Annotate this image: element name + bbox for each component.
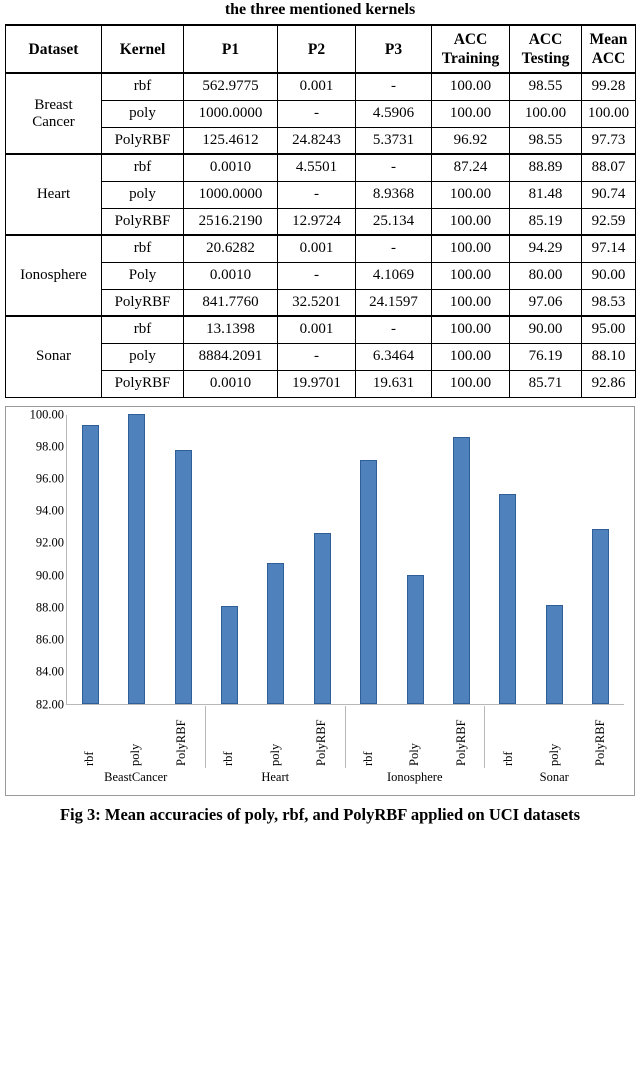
kernel-cell: rbf bbox=[102, 316, 184, 343]
header-acc-training bbox=[432, 25, 510, 73]
x-axis-group-label: Heart bbox=[261, 769, 290, 784]
header-kernel bbox=[102, 25, 184, 73]
header-p1 bbox=[184, 25, 278, 73]
acc-testing-cell: 76.19 bbox=[510, 343, 582, 370]
header-acc-training-line2: Training bbox=[441, 50, 500, 67]
y-axis bbox=[12, 407, 64, 711]
kernel-cell: PolyRBF bbox=[102, 127, 184, 154]
chart-inner bbox=[6, 407, 634, 795]
bars-container bbox=[67, 415, 624, 704]
p1-cell: 20.6282 bbox=[184, 235, 278, 262]
header-mean-acc bbox=[582, 25, 636, 73]
table-row bbox=[6, 316, 636, 343]
y-axis-tick-label: 88.00 bbox=[35, 600, 64, 615]
bar bbox=[546, 605, 563, 703]
dataset-cell: Sonar bbox=[6, 316, 102, 397]
x-axis-tick-label: Poly bbox=[407, 742, 422, 766]
p1-cell: 13.1398 bbox=[184, 316, 278, 343]
x-axis-tick-label: rbf bbox=[81, 750, 96, 766]
header-acc-testing bbox=[510, 25, 582, 73]
acc-training-cell: 96.92 bbox=[432, 127, 510, 154]
mean-acc-cell: 97.14 bbox=[582, 235, 636, 262]
y-axis-tick-label: 100.00 bbox=[29, 407, 64, 421]
kernel-cell: rbf bbox=[102, 73, 184, 100]
figure-caption: Fig 3: Mean accuracies of poly, rbf, and PolyRBF applied on UCI datasets bbox=[59, 804, 581, 824]
acc-training-cell: 100.00 bbox=[432, 181, 510, 208]
header-kernel-line1: Kernel bbox=[119, 40, 166, 58]
p3-cell: 25.134 bbox=[356, 208, 432, 235]
y-axis-tick-label: 90.00 bbox=[35, 568, 64, 583]
y-axis-tick-label: 94.00 bbox=[35, 503, 64, 518]
acc-training-cell: 100.00 bbox=[432, 289, 510, 316]
x-axis-group-labels bbox=[66, 770, 624, 790]
acc-testing-cell: 97.06 bbox=[510, 289, 582, 316]
p2-cell: - bbox=[278, 343, 356, 370]
y-axis-tick-label: 82.00 bbox=[35, 697, 64, 711]
p3-cell: - bbox=[356, 316, 432, 343]
header-acc-testing-line2: Testing bbox=[521, 50, 570, 67]
header-p2 bbox=[278, 25, 356, 73]
table-caption-top: the three mentioned kernels bbox=[224, 1, 416, 18]
mean-acc-cell: 92.86 bbox=[582, 370, 636, 397]
acc-testing-cell: 100.00 bbox=[510, 100, 582, 127]
p3-cell: - bbox=[356, 154, 432, 181]
mean-acc-cell: 99.28 bbox=[582, 73, 636, 100]
bar bbox=[592, 529, 609, 704]
y-axis-tick-label: 96.00 bbox=[35, 471, 64, 486]
x-axis-tick-label: poly bbox=[127, 743, 142, 766]
x-axis-group-label: Ionosphere bbox=[386, 769, 443, 784]
bar bbox=[453, 437, 470, 703]
bar-group bbox=[67, 415, 206, 704]
p1-cell: 0.0010 bbox=[184, 262, 278, 289]
p3-cell: - bbox=[356, 73, 432, 100]
x-axis-tick-label: rbf bbox=[361, 750, 376, 766]
kernel-cell: poly bbox=[102, 181, 184, 208]
p2-cell: 12.9724 bbox=[278, 208, 356, 235]
kernel-cell: rbf bbox=[102, 235, 184, 262]
acc-training-cell: 100.00 bbox=[432, 73, 510, 100]
p2-cell: - bbox=[278, 181, 356, 208]
bar-group bbox=[485, 415, 624, 704]
header-dataset bbox=[6, 25, 102, 73]
bar bbox=[314, 533, 331, 704]
header-mean-acc-line1: Mean bbox=[589, 31, 628, 48]
mean-acc-cell: 88.07 bbox=[582, 154, 636, 181]
mean-acc-cell: 90.00 bbox=[582, 262, 636, 289]
acc-testing-cell: 80.00 bbox=[510, 262, 582, 289]
x-tick-group bbox=[206, 706, 346, 768]
mean-acc-cell: 88.10 bbox=[582, 343, 636, 370]
bar-group bbox=[206, 415, 345, 704]
header-p3-line1: P3 bbox=[384, 40, 403, 58]
kernel-cell: PolyRBF bbox=[102, 370, 184, 397]
p3-cell: 6.3464 bbox=[356, 343, 432, 370]
p2-cell: 0.001 bbox=[278, 73, 356, 100]
acc-testing-cell: 98.55 bbox=[510, 73, 582, 100]
p2-cell: - bbox=[278, 262, 356, 289]
bar bbox=[267, 563, 284, 704]
x-axis-group-label: BeastCancer bbox=[104, 769, 168, 784]
x-tick-group bbox=[485, 706, 624, 768]
p3-cell: 5.3731 bbox=[356, 127, 432, 154]
header-acc-training-line1: ACC bbox=[453, 31, 488, 48]
y-axis-tick-label: 86.00 bbox=[35, 632, 64, 647]
acc-training-cell: 100.00 bbox=[432, 100, 510, 127]
acc-testing-cell: 94.29 bbox=[510, 235, 582, 262]
p1-cell: 562.9775 bbox=[184, 73, 278, 100]
x-axis-tick-label: PolyRBF bbox=[453, 718, 468, 766]
kernel-cell: PolyRBF bbox=[102, 208, 184, 235]
p2-cell: 4.5501 bbox=[278, 154, 356, 181]
p2-cell: 24.8243 bbox=[278, 127, 356, 154]
acc-training-cell: 100.00 bbox=[432, 316, 510, 343]
dataset-cell bbox=[6, 73, 102, 154]
p1-cell: 1000.0000 bbox=[184, 181, 278, 208]
p2-cell: 0.001 bbox=[278, 316, 356, 343]
acc-training-cell: 100.00 bbox=[432, 208, 510, 235]
x-axis-labels bbox=[66, 706, 624, 768]
p1-cell: 125.4612 bbox=[184, 127, 278, 154]
x-axis-tick-label: poly bbox=[547, 743, 562, 766]
bar-chart bbox=[5, 406, 635, 796]
p3-cell: 4.1069 bbox=[356, 262, 432, 289]
p1-cell: 0.0010 bbox=[184, 154, 278, 181]
p3-cell: 4.5906 bbox=[356, 100, 432, 127]
acc-testing-cell: 90.00 bbox=[510, 316, 582, 343]
acc-training-cell: 100.00 bbox=[432, 370, 510, 397]
acc-training-cell: 100.00 bbox=[432, 235, 510, 262]
bar bbox=[360, 460, 377, 704]
kernel-cell: rbf bbox=[102, 154, 184, 181]
table-header-row bbox=[6, 25, 636, 73]
mean-acc-cell: 95.00 bbox=[582, 316, 636, 343]
bar bbox=[407, 575, 424, 704]
bar bbox=[175, 450, 192, 703]
p1-cell: 1000.0000 bbox=[184, 100, 278, 127]
table-row bbox=[6, 73, 636, 100]
bar bbox=[221, 606, 238, 704]
dataset-cell: Heart bbox=[6, 154, 102, 235]
p1-cell: 0.0010 bbox=[184, 370, 278, 397]
y-axis-tick-label: 98.00 bbox=[35, 439, 64, 454]
x-tick-group bbox=[346, 706, 486, 768]
acc-testing-cell: 85.19 bbox=[510, 208, 582, 235]
p3-cell: 24.1597 bbox=[356, 289, 432, 316]
table-row bbox=[6, 154, 636, 181]
bar bbox=[128, 414, 145, 704]
p1-cell: 2516.2190 bbox=[184, 208, 278, 235]
acc-testing-cell: 81.48 bbox=[510, 181, 582, 208]
x-axis-tick-label: rbf bbox=[221, 750, 236, 766]
kernel-cell: Poly bbox=[102, 262, 184, 289]
p3-cell: 8.9368 bbox=[356, 181, 432, 208]
dataset-name-line1: Breast bbox=[34, 96, 73, 113]
x-axis-group-label: Sonar bbox=[539, 769, 569, 784]
acc-training-cell: 87.24 bbox=[432, 154, 510, 181]
plot-area bbox=[66, 415, 624, 705]
y-axis-tick-label: 92.00 bbox=[35, 535, 64, 550]
p2-cell: 0.001 bbox=[278, 235, 356, 262]
x-axis-tick-label: poly bbox=[267, 743, 282, 766]
header-p3 bbox=[356, 25, 432, 73]
p1-cell: 841.7760 bbox=[184, 289, 278, 316]
acc-testing-cell: 98.55 bbox=[510, 127, 582, 154]
x-tick-group bbox=[66, 706, 206, 768]
p2-cell: 32.5201 bbox=[278, 289, 356, 316]
header-acc-testing-line1: ACC bbox=[528, 31, 563, 48]
p1-cell: 8884.2091 bbox=[184, 343, 278, 370]
bar-group bbox=[346, 415, 485, 704]
p3-cell: 19.631 bbox=[356, 370, 432, 397]
x-axis-tick-label: PolyRBF bbox=[313, 718, 328, 766]
y-axis-tick-label: 84.00 bbox=[35, 664, 64, 679]
dataset-cell: Ionosphere bbox=[6, 235, 102, 316]
x-axis-tick-label: PolyRBF bbox=[174, 718, 189, 766]
results-table bbox=[5, 24, 636, 398]
mean-acc-cell: 92.59 bbox=[582, 208, 636, 235]
kernel-cell: PolyRBF bbox=[102, 289, 184, 316]
header-p2-line1: P2 bbox=[307, 40, 326, 58]
p2-cell: 19.9701 bbox=[278, 370, 356, 397]
mean-acc-cell: 97.73 bbox=[582, 127, 636, 154]
mean-acc-cell: 98.53 bbox=[582, 289, 636, 316]
bar bbox=[499, 494, 516, 703]
p3-cell: - bbox=[356, 235, 432, 262]
mean-acc-cell: 100.00 bbox=[582, 100, 636, 127]
acc-testing-cell: 88.89 bbox=[510, 154, 582, 181]
x-axis-tick-label: PolyRBF bbox=[593, 718, 608, 766]
mean-acc-cell: 90.74 bbox=[582, 181, 636, 208]
kernel-cell: poly bbox=[102, 100, 184, 127]
x-axis-tick-label: rbf bbox=[500, 750, 515, 766]
acc-training-cell: 100.00 bbox=[432, 343, 510, 370]
acc-training-cell: 100.00 bbox=[432, 262, 510, 289]
acc-testing-cell: 85.71 bbox=[510, 370, 582, 397]
header-p1-line1: P1 bbox=[221, 40, 240, 58]
dataset-name-line2: Cancer bbox=[32, 113, 75, 130]
header-mean-acc-line2: ACC bbox=[591, 50, 626, 67]
header-dataset-line1: Dataset bbox=[28, 40, 79, 58]
table-row bbox=[6, 235, 636, 262]
p2-cell: - bbox=[278, 100, 356, 127]
kernel-cell: poly bbox=[102, 343, 184, 370]
bar bbox=[82, 425, 99, 703]
